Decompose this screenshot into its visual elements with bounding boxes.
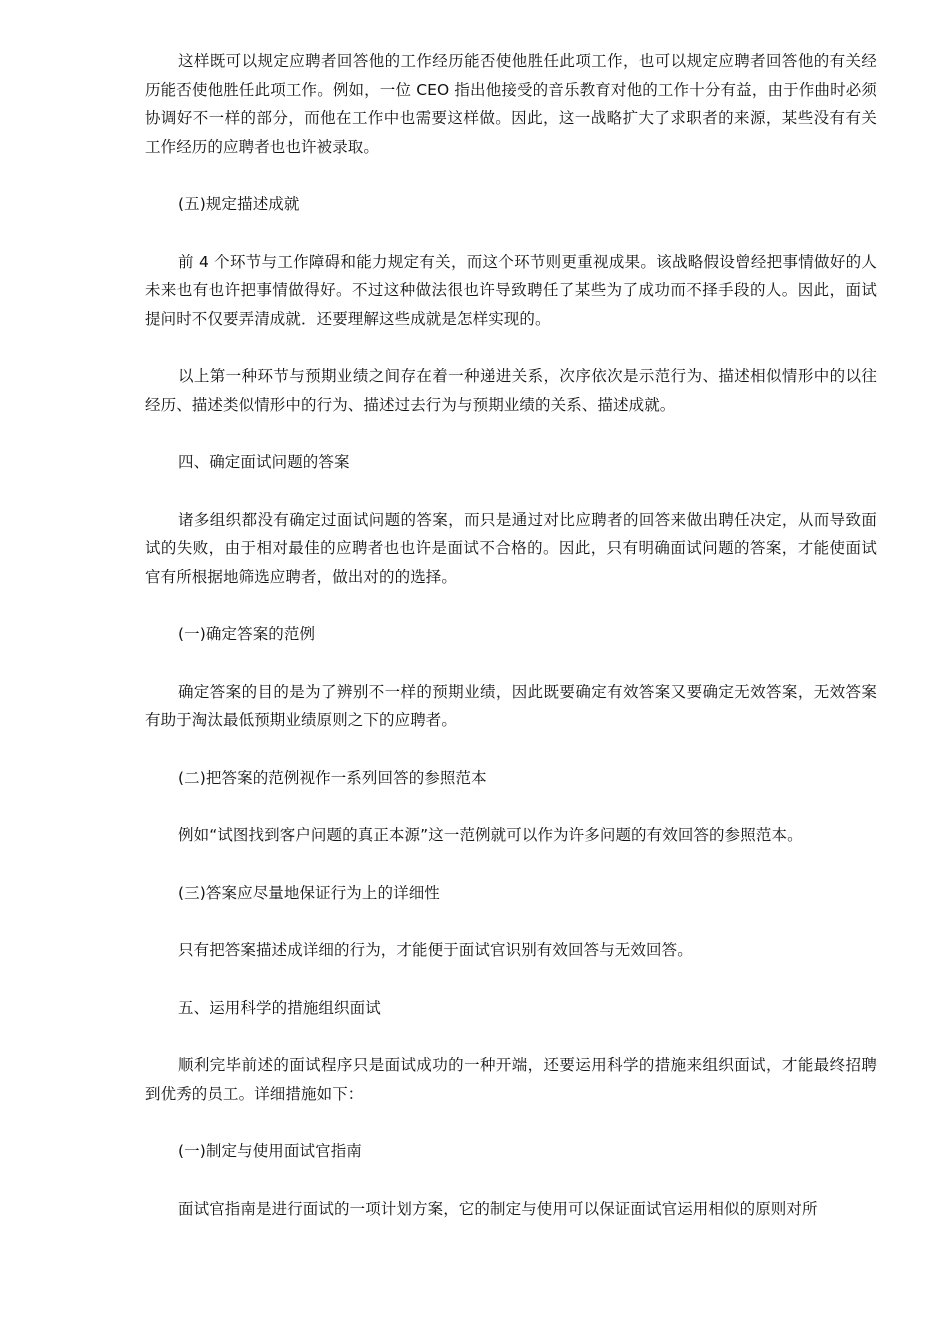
paragraph-interviewer-guide: 面试官指南是进行面试的一项计划方案，它的制定与使用可以保证面试官运用相似的原则对所 — [178, 1199, 818, 1218]
paragraph-answer-examples: 确定答案的目的是为了辨别不一样的预期业绩，因此既要确定有效答案又要确定无效答案，无效答案有助于淘汰最低预期业绩原则之下的应聘者。 — [145, 682, 877, 729]
heading-reference-template: (二)把答案的范例视作一系列回答的参照范本 — [178, 768, 487, 787]
heading-answer-examples: (一)确定答案的范例 — [178, 625, 316, 643]
heading-behavior-detail: (三)答案应尽量地保证行为上的详细性 — [178, 883, 440, 902]
heading-section-four: 四、确定面试问题的答案 — [178, 453, 350, 471]
paragraph-behavior-detail: 只有把答案描述成详细的行为，才能便于面试官识别有效回答与无效回答。 — [178, 941, 693, 959]
paragraph-achievements: 前 4 个环节与工作障碍和能力规定有关，而这个环节则更重视成果。该战略假设曾经把事情做好的人未来也有也许把事情做得好。不过这种做法很也许导致聘任了某些为了成功而不择手段的人。因此，面试提问时不仅要弄清成就．还要理解这些成就是怎样实现的。 — [145, 252, 877, 328]
paragraph-define-answers: 诸多组织都没有确定过面试问题的答案，而只是通过对比应聘者的回答来做出聘任决定，从而导致面试的失败，由于相对最佳的应聘者也也许是面试不合格的。因此，只有明确面试问题的答案，才能使面试官有所根据地筛选应聘者，做出对的的选择。 — [145, 510, 877, 586]
paragraph-reference-template: 例如“试图找到客户问题的真正本源”这一范例就可以作为许多问题的有效回答的参照范本。 — [178, 826, 803, 844]
paragraph-progressive-relation: 以上第一种环节与预期业绩之间存在着一种递进关系，次序依次是示范行为、描述相似情形中的以往经历、描述类似情形中的行为、描述过去行为与预期业绩的关系、描述成就。 — [145, 367, 877, 414]
paragraph-work-experience: 这样既可以规定应聘者回答他的工作经历能否使他胜任此项工作，也可以规定应聘者回答他的有关经历能否使他胜任此项工作。例如，一位 CEO 指出他接受的音乐教育对他的工作十分有益，由于作曲时必须协调好不一样的部分，而他在工作中也需要这样做。因此，这一战略扩大了求职者的来源，某些没有有关工作经历的应聘者也也许被录取。 — [145, 52, 877, 156]
document-page — [145, 47, 877, 1223]
paragraph-scientific-methods: 顺利完毕前述的面试程序只是面试成功的一种开端，还要运用科学的措施来组织面试，才能最终招聘到优秀的员工。详细措施如下： — [145, 1056, 877, 1103]
heading-section-five: 五、运用科学的措施组织面试 — [178, 998, 381, 1017]
heading-describe-achievements: (五)规定描述成就 — [178, 195, 300, 213]
heading-interviewer-guide: (一)制定与使用面试官指南 — [178, 1142, 362, 1160]
